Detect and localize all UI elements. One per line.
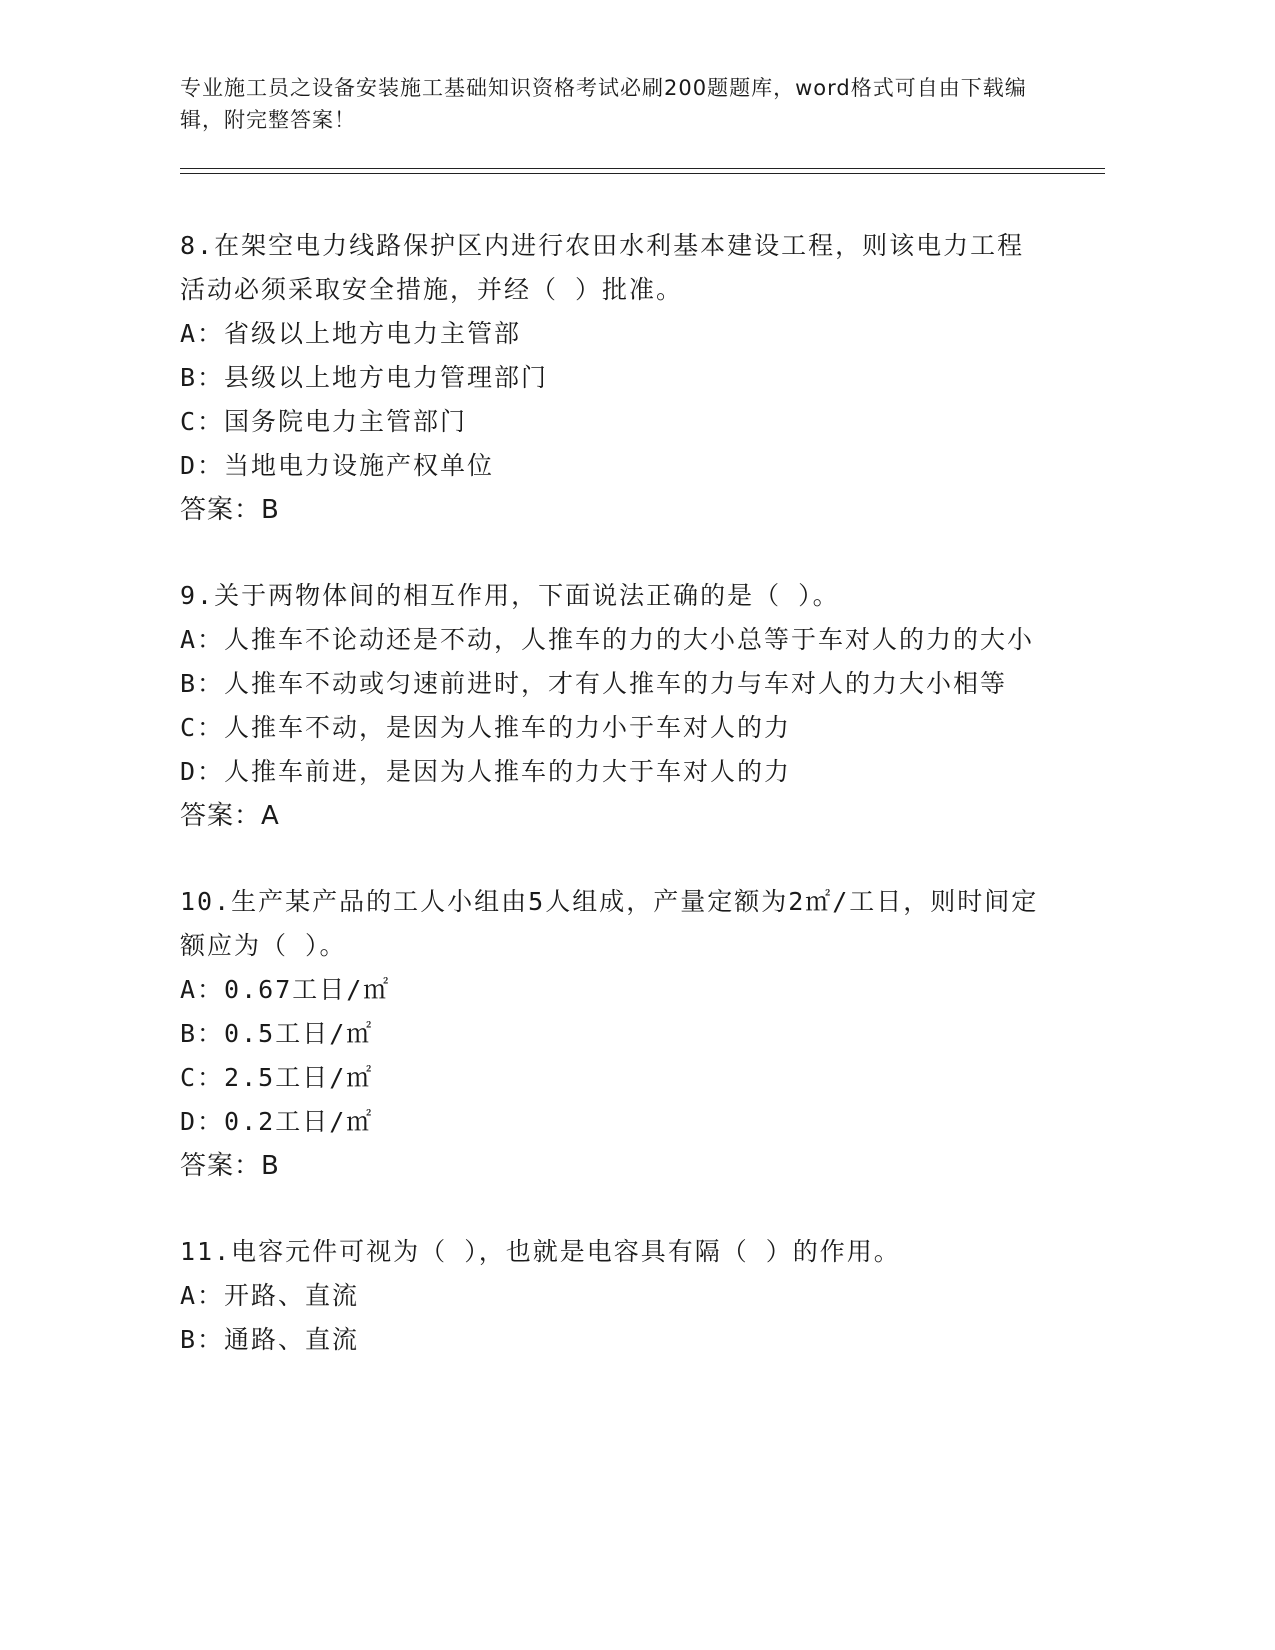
answer: 答案：A [180, 801, 280, 831]
header-rule-bottom [180, 173, 1105, 174]
option-b: B：通路、直流 [180, 1325, 360, 1354]
option-d: D：0.2工日/㎡ [180, 1107, 374, 1136]
option-b: B：县级以上地方电力管理部门 [180, 363, 549, 392]
option-c: C：人推车不动，是因为人推车的力小于车对人的力 [180, 713, 792, 742]
answer: 答案：B [180, 495, 280, 525]
question-8 [180, 224, 1050, 532]
option-a: A：开路、直流 [180, 1281, 360, 1310]
option-a: A：0.67工日/㎡ [180, 975, 391, 1004]
option-d: D：人推车前进，是因为人推车的力大于车对人的力 [180, 757, 792, 786]
option-a: A：人推车不论动还是不动，人推车的力的大小总等于车对人的力的大小 [180, 625, 1035, 654]
option-c: C：2.5工日/㎡ [180, 1063, 374, 1092]
option-d: D：当地电力设施产权单位 [180, 451, 495, 480]
question-9 [180, 574, 1050, 838]
option-b: B：人推车不动或匀速前进时，才有人推车的力与车对人的力大小相等 [180, 669, 1008, 698]
question-stem: 11.电容元件可视为（ ），也就是电容具有隔（ ）的作用。 [180, 1237, 901, 1266]
question-list [180, 224, 1050, 1404]
option-c: C：国务院电力主管部门 [180, 407, 468, 436]
question-10 [180, 880, 1050, 1188]
answer: 答案：B [180, 1151, 280, 1181]
option-b: B：0.5工日/㎡ [180, 1019, 374, 1048]
question-stem: 8.在架空电力线路保护区内进行农田水利基本建设工程，则该电力工程活动必须采取安全措施，并经（ ）批准。 [180, 231, 1025, 304]
question-11 [180, 1230, 1050, 1362]
question-stem: 9.关于两物体间的相互作用，下面说法正确的是（ ）。 [180, 581, 840, 610]
header-rule-top [180, 168, 1105, 169]
document-header: 专业施工员之设备安装施工基础知识资格考试必刷200题题库，word格式可自由下载编辑，附完整答案！ [180, 76, 1027, 132]
question-stem: 10.生产某产品的工人小组由5人组成，产量定额为2㎡/工日，则时间定额应为（ ）。 [180, 887, 1039, 960]
option-a: A：省级以上地方电力主管部 [180, 319, 522, 348]
